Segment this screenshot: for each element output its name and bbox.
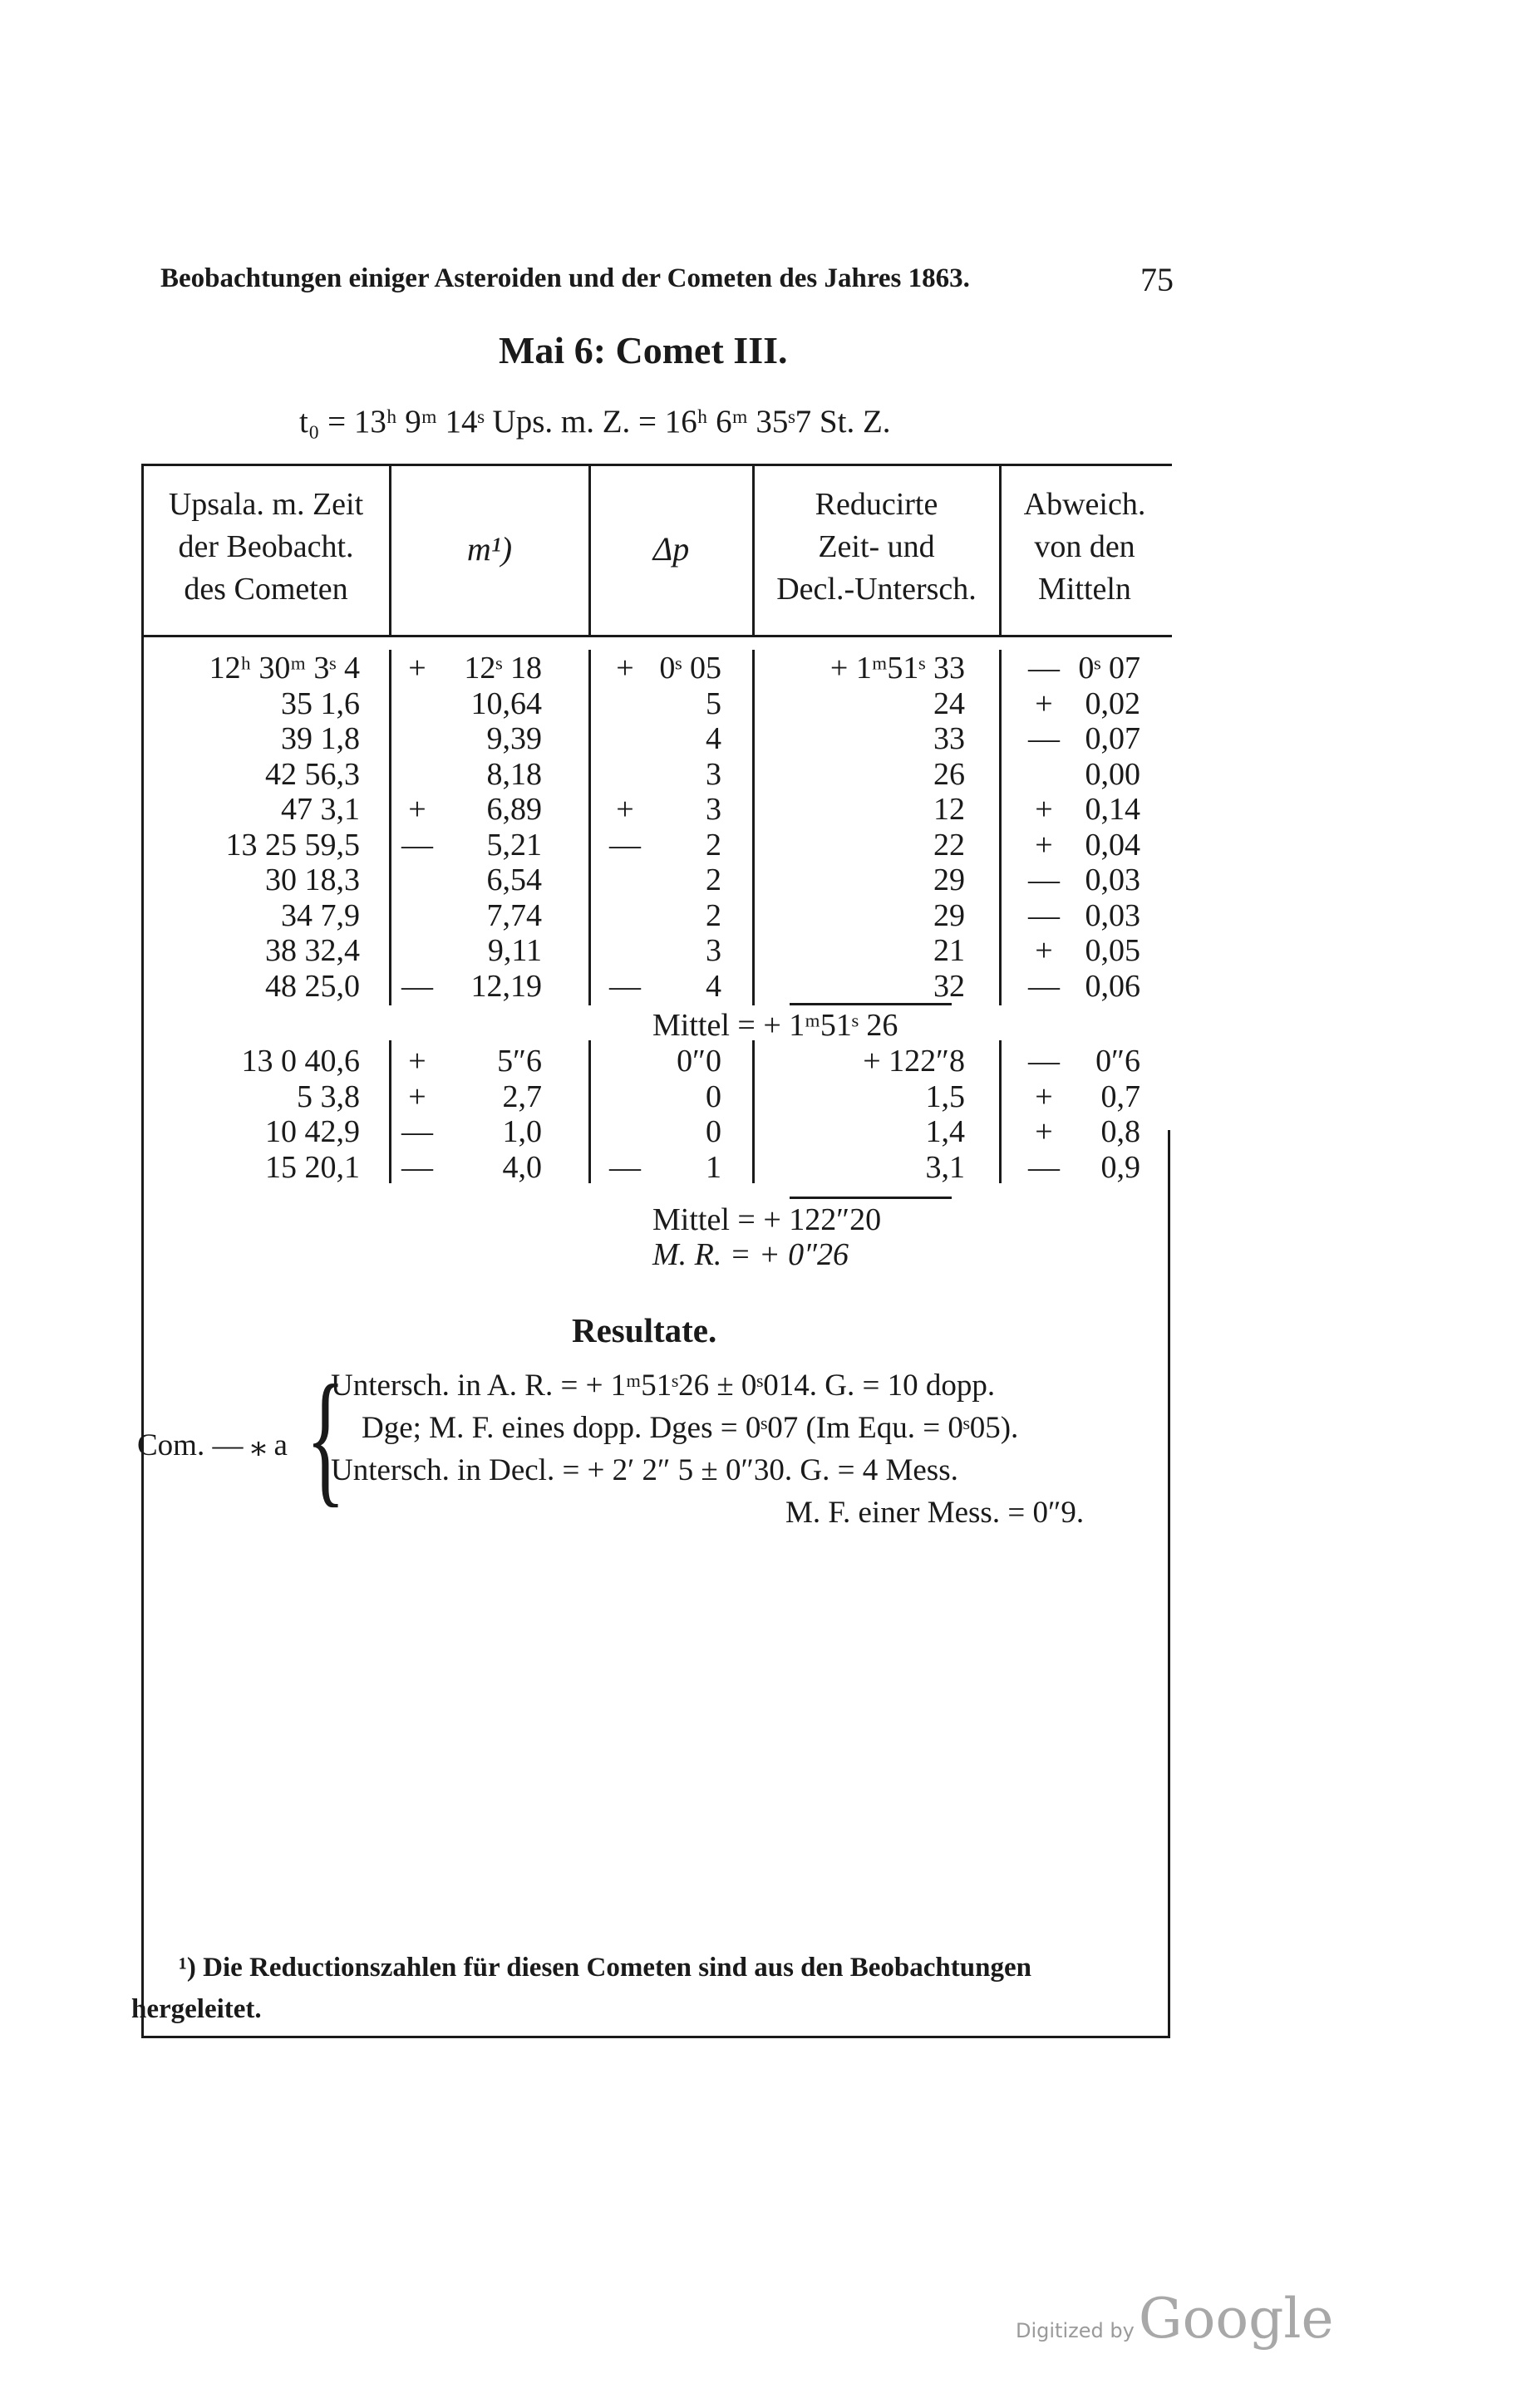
cell-reduced: 22 bbox=[933, 827, 965, 862]
cell-sign: — bbox=[1028, 651, 1060, 686]
cell-value: 0,00 bbox=[1085, 756, 1140, 792]
cell-sign: + bbox=[1035, 827, 1053, 862]
cell-value: 10,64 bbox=[470, 686, 542, 721]
result-line: Dge; M. F. eines dopp. Dges = 0ˢ07 (Im Equ. = 0ˢ05). bbox=[362, 1411, 1019, 1445]
header-line: des Cometen bbox=[184, 572, 348, 607]
cell-sign: — bbox=[1028, 1149, 1060, 1185]
result-line: Untersch. in A. R. = + 1ᵐ51ˢ26 ± 0ˢ014. G. = 10 dopp. bbox=[331, 1369, 996, 1403]
cell-m bbox=[396, 720, 545, 757]
cell-reduced: 21 bbox=[933, 933, 965, 968]
cell-deviation bbox=[1022, 720, 1143, 757]
cell-value: 8,18 bbox=[486, 756, 542, 792]
cell-sign: + bbox=[616, 651, 634, 686]
cell-value: 2 bbox=[706, 862, 721, 897]
cell-dp bbox=[603, 650, 725, 686]
cell-dp bbox=[603, 756, 725, 793]
cell-value: 0″6 bbox=[1095, 1044, 1140, 1079]
cell-value: 3 bbox=[706, 792, 721, 827]
cell-reduced: 26 bbox=[933, 756, 965, 792]
cell-dp bbox=[603, 968, 725, 1005]
cell-value: 0 bbox=[706, 1114, 721, 1149]
cell-value: 0,04 bbox=[1085, 827, 1140, 862]
cell-reduced: 33 bbox=[933, 721, 965, 756]
cell-value: 4 bbox=[706, 721, 721, 756]
cell-m bbox=[396, 1113, 545, 1150]
cell-dp bbox=[603, 827, 725, 863]
table-row bbox=[0, 1149, 1526, 1184]
cell-m bbox=[396, 686, 545, 722]
cell-dp bbox=[603, 1079, 725, 1115]
cell-sign: — bbox=[401, 1149, 433, 1185]
cell-m bbox=[396, 897, 545, 934]
cell-time: 13 25 59,5 bbox=[225, 827, 360, 862]
cell-deviation bbox=[1022, 862, 1143, 898]
cell-sign: + bbox=[408, 651, 426, 686]
cell-dp bbox=[603, 897, 725, 934]
cell-value: 5″6 bbox=[497, 1044, 542, 1079]
cell-m bbox=[396, 932, 545, 969]
cell-dp bbox=[603, 1043, 725, 1079]
cell-value: 9,39 bbox=[486, 721, 542, 756]
cell-dp bbox=[603, 720, 725, 757]
table-row bbox=[0, 756, 1526, 791]
cell-value: 1,0 bbox=[502, 1114, 542, 1149]
cell-value: 3 bbox=[706, 756, 721, 792]
cell-dp bbox=[603, 686, 725, 722]
section-title: Mai 6: Comet III. bbox=[499, 329, 788, 371]
header-reduced bbox=[754, 484, 999, 611]
header-dp: Δp bbox=[652, 530, 690, 568]
cell-m bbox=[396, 1149, 545, 1186]
cell-sign: + bbox=[408, 792, 426, 827]
cell-sign: — bbox=[609, 827, 641, 862]
running-head: Beobachtungen einiger Asteroiden und der Cometen des Jahres 1863. bbox=[160, 263, 970, 293]
cell-value: 12,19 bbox=[470, 968, 542, 1004]
cell-sign: + bbox=[1035, 1114, 1053, 1149]
cell-sign: + bbox=[1035, 1079, 1053, 1114]
cell-time: 5 3,8 bbox=[297, 1079, 360, 1114]
cell-reduced: + 122″8 bbox=[863, 1044, 965, 1079]
cell-dp bbox=[603, 862, 725, 898]
cell-deviation bbox=[1022, 1149, 1143, 1186]
header-time bbox=[143, 484, 389, 611]
table-row bbox=[0, 897, 1526, 932]
cell-deviation bbox=[1022, 650, 1143, 686]
cell-sign: + bbox=[1035, 933, 1053, 968]
cell-value: 5,21 bbox=[486, 827, 542, 862]
header-m: m¹) bbox=[466, 530, 513, 568]
cell-value: 0 bbox=[706, 1079, 721, 1114]
cell-dp bbox=[603, 1149, 725, 1186]
digitized-watermark bbox=[1016, 2287, 1334, 2351]
header-line: Mitteln bbox=[1038, 572, 1131, 607]
cell-time: 10 42,9 bbox=[265, 1114, 360, 1149]
google-logo: Google bbox=[1138, 2287, 1334, 2351]
table-row bbox=[0, 862, 1526, 897]
cell-reduced: 3,1 bbox=[925, 1149, 965, 1185]
header-line: von den bbox=[1034, 529, 1135, 564]
cell-reduced: + 1ᵐ51ˢ 33 bbox=[829, 651, 965, 686]
cell-time: 15 20,1 bbox=[265, 1149, 360, 1185]
table-row bbox=[0, 1079, 1526, 1113]
table-row bbox=[0, 686, 1526, 720]
cell-dp bbox=[603, 1113, 725, 1150]
cell-m bbox=[396, 650, 545, 686]
cell-reduced: 12 bbox=[933, 792, 965, 827]
cell-deviation bbox=[1022, 932, 1143, 969]
cell-sign: — bbox=[401, 968, 433, 1004]
table-bottom-rule bbox=[141, 2036, 1170, 2038]
cell-time: 30 18,3 bbox=[265, 862, 360, 897]
cell-time: 38 32,4 bbox=[265, 933, 360, 968]
cell-m bbox=[396, 756, 545, 793]
cell-sign: — bbox=[1028, 721, 1060, 756]
cell-deviation bbox=[1022, 686, 1143, 722]
cell-value: 9,11 bbox=[487, 933, 542, 968]
cell-m bbox=[396, 827, 545, 863]
cell-value: 1 bbox=[706, 1149, 721, 1185]
cell-value: 0,8 bbox=[1100, 1114, 1140, 1149]
mittel-rule bbox=[790, 1197, 952, 1199]
cell-m bbox=[396, 1043, 545, 1079]
mean-error-decl: M. R. = + 0″26 bbox=[652, 1237, 849, 1272]
cell-sign: — bbox=[609, 968, 641, 1004]
cell-sign: — bbox=[1028, 1044, 1060, 1079]
cell-dp bbox=[603, 791, 725, 828]
cell-value: 0,9 bbox=[1100, 1149, 1140, 1185]
cell-reduced: 29 bbox=[933, 862, 965, 897]
result-line: Untersch. in Decl. = + 2′ 2″ 5 ± 0″30. G. = 4 Mess. bbox=[331, 1453, 958, 1487]
cell-sign: + bbox=[1035, 686, 1053, 721]
table-row bbox=[0, 1043, 1526, 1078]
header-line: Upsala. m. Zeit bbox=[168, 487, 364, 522]
cell-value: 6,54 bbox=[486, 862, 542, 897]
table-row bbox=[0, 1113, 1526, 1148]
cell-value: 5 bbox=[706, 686, 721, 721]
cell-sign: — bbox=[1028, 862, 1060, 897]
epoch-line: t₀ = 13ʰ 9ᵐ 14ˢ Ups. m. Z. = 16ʰ 6ᵐ 35ˢ7 St. Z. bbox=[299, 404, 891, 440]
cell-time: 42 56,3 bbox=[265, 756, 360, 792]
cell-sign: + bbox=[1035, 792, 1053, 827]
cell-deviation bbox=[1022, 968, 1143, 1005]
watermark-small: Digitized by bbox=[1016, 2319, 1135, 2342]
table-right-rule bbox=[1168, 1130, 1170, 2038]
cell-value: 0ˢ 07 bbox=[1078, 651, 1140, 686]
cell-value: 0,07 bbox=[1085, 721, 1140, 756]
cell-sign: + bbox=[408, 1044, 426, 1079]
cell-value: 0ˢ 05 bbox=[659, 651, 721, 686]
cell-time: 13 0 40,6 bbox=[241, 1044, 360, 1079]
table-top-rule bbox=[141, 464, 1172, 466]
cell-value: 0,02 bbox=[1085, 686, 1140, 721]
cell-reduced: 24 bbox=[933, 686, 965, 721]
footnote: ¹) Die Reductionszahlen für diesen Cometen sind aus den Beobachtungen bbox=[179, 1953, 1031, 1983]
cell-time: 39 1,8 bbox=[281, 721, 360, 756]
cell-sign: — bbox=[401, 827, 433, 862]
results-title: Resultate. bbox=[572, 1311, 717, 1349]
header-line: Reducirte bbox=[815, 487, 938, 522]
header-line: Decl.-Untersch. bbox=[776, 572, 977, 607]
cell-deviation bbox=[1022, 827, 1143, 863]
table-header-rule bbox=[141, 635, 1172, 637]
header-line: der Beobacht. bbox=[178, 529, 354, 564]
cell-sign: + bbox=[616, 792, 634, 827]
table-row bbox=[0, 791, 1526, 826]
cell-value: 0,14 bbox=[1085, 792, 1140, 827]
cell-sign: — bbox=[609, 1149, 641, 1185]
cell-reduced: 29 bbox=[933, 897, 965, 933]
mittel-ra: Mittel = + 1ᵐ51ˢ 26 bbox=[652, 1008, 898, 1043]
table-row bbox=[0, 650, 1526, 685]
cell-value: 0,05 bbox=[1085, 933, 1140, 968]
result-line: M. F. einer Mess. = 0″9. bbox=[785, 1496, 1085, 1530]
cell-value: 4 bbox=[706, 968, 721, 1004]
cell-deviation bbox=[1022, 756, 1143, 793]
cell-value: 3 bbox=[706, 933, 721, 968]
cell-reduced: 1,4 bbox=[925, 1114, 965, 1149]
mittel-decl: Mittel = + 122″20 bbox=[652, 1202, 882, 1237]
cell-time: 12ʰ 30ᵐ 3ˢ 4 bbox=[209, 651, 360, 686]
header-deviation bbox=[1001, 484, 1169, 611]
cell-deviation bbox=[1022, 897, 1143, 934]
cell-m bbox=[396, 1079, 545, 1115]
cell-time: 35 1,6 bbox=[281, 686, 360, 721]
cell-deviation bbox=[1022, 791, 1143, 828]
cell-time: 48 25,0 bbox=[265, 968, 360, 1004]
cell-value: 0,03 bbox=[1085, 897, 1140, 933]
cell-deviation bbox=[1022, 1113, 1143, 1150]
cell-deviation bbox=[1022, 1043, 1143, 1079]
cell-value: 0″0 bbox=[677, 1044, 721, 1079]
cell-reduced: 32 bbox=[933, 968, 965, 1004]
footnote-continuation: hergeleitet. bbox=[131, 1994, 262, 2024]
cell-value: 2 bbox=[706, 827, 721, 862]
cell-time: 47 3,1 bbox=[281, 792, 360, 827]
cell-value: 7,74 bbox=[486, 897, 542, 933]
cell-sign: — bbox=[1028, 897, 1060, 933]
header-line: Abweich. bbox=[1023, 487, 1146, 522]
table-row bbox=[0, 968, 1526, 1003]
table-row bbox=[0, 827, 1526, 862]
cell-m bbox=[396, 791, 545, 828]
cell-value: 2,7 bbox=[502, 1079, 542, 1114]
cell-deviation bbox=[1022, 1079, 1143, 1115]
brace-icon: { bbox=[306, 1354, 346, 1520]
cell-value: 4,0 bbox=[502, 1149, 542, 1185]
cell-value: 12ˢ 18 bbox=[464, 651, 542, 686]
cell-value: 0,06 bbox=[1085, 968, 1140, 1004]
header-line: Zeit- und bbox=[818, 529, 935, 564]
cell-sign: — bbox=[1028, 968, 1060, 1004]
cell-reduced: 1,5 bbox=[925, 1079, 965, 1114]
cell-value: 6,89 bbox=[486, 792, 542, 827]
table-row bbox=[0, 720, 1526, 755]
cell-value: 2 bbox=[706, 897, 721, 933]
cell-dp bbox=[603, 932, 725, 969]
cell-m bbox=[396, 968, 545, 1005]
cell-m bbox=[396, 862, 545, 898]
cell-sign: + bbox=[408, 1079, 426, 1114]
results-label: Com. — ⁎ a bbox=[137, 1428, 288, 1462]
cell-sign: — bbox=[401, 1114, 433, 1149]
cell-value: 0,7 bbox=[1100, 1079, 1140, 1114]
cell-time: 34 7,9 bbox=[281, 897, 360, 933]
cell-value: 0,03 bbox=[1085, 862, 1140, 897]
page-number: 75 bbox=[1140, 261, 1174, 298]
table-row bbox=[0, 932, 1526, 967]
